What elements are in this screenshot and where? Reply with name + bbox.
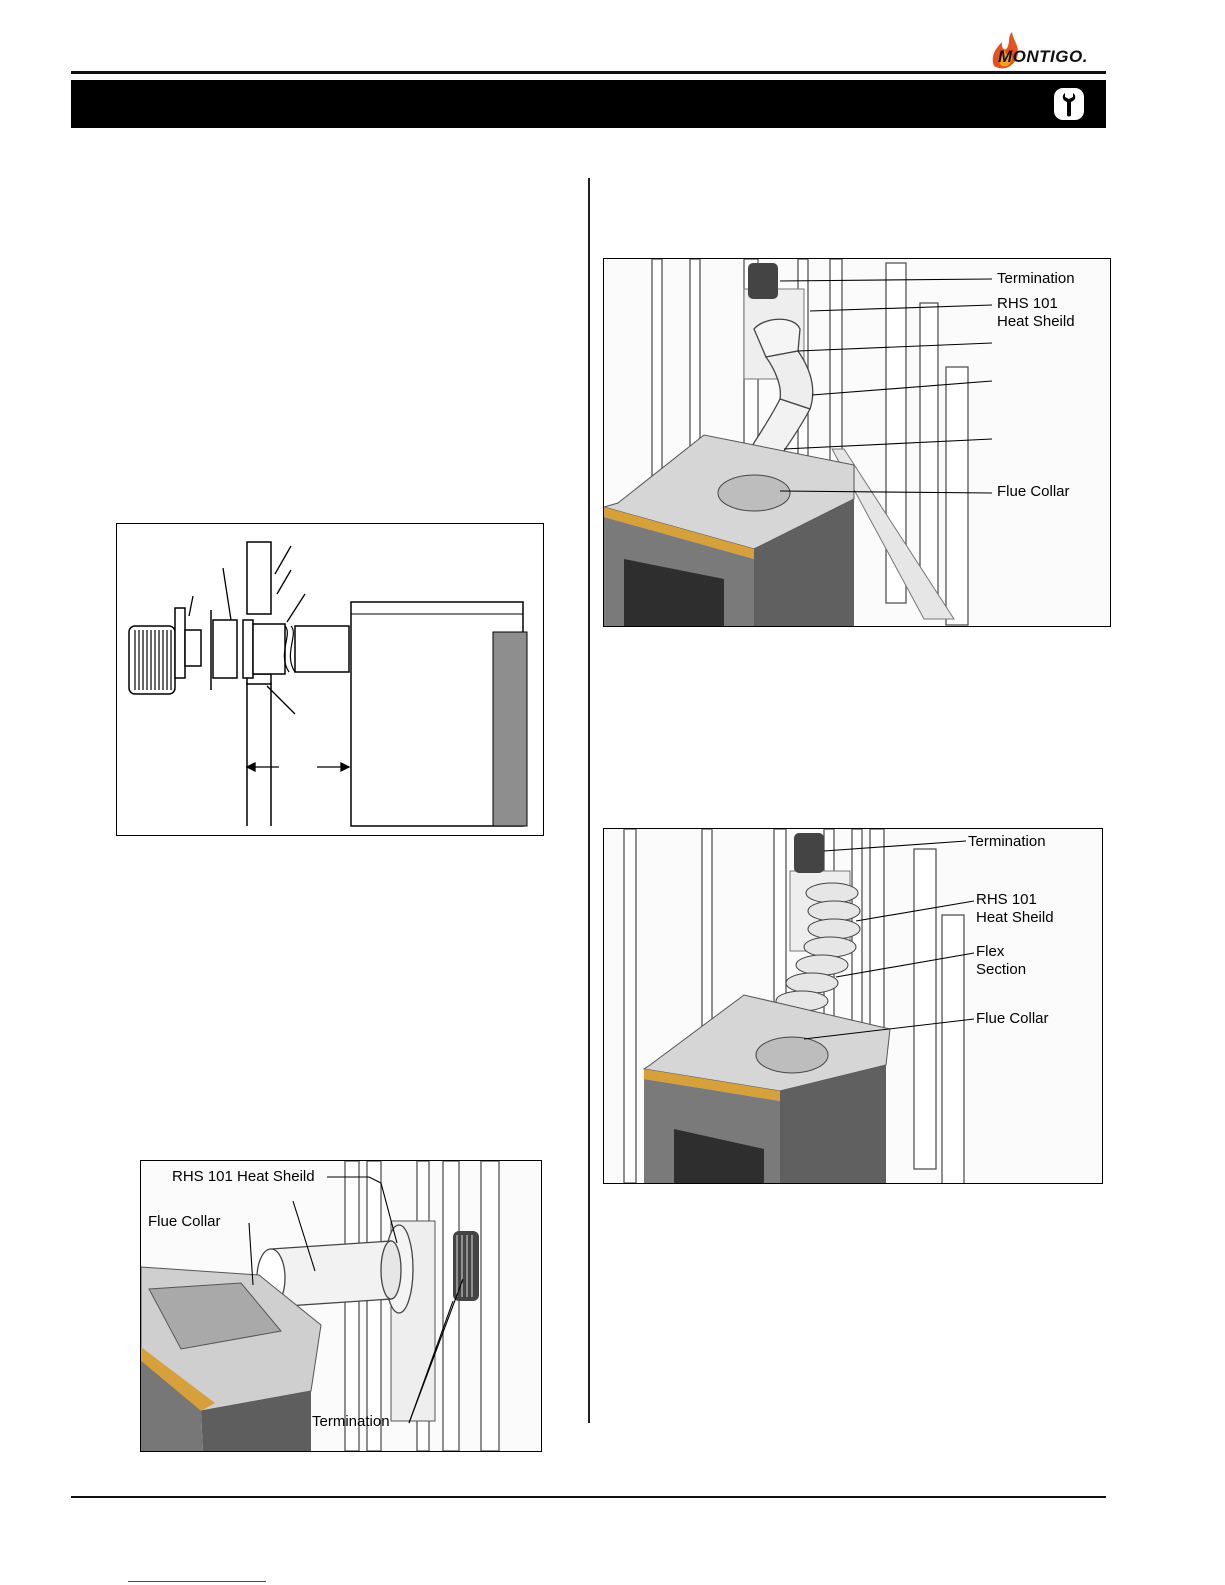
logo-wordmark: MONTIGO. [998, 47, 1088, 66]
column-divider [588, 178, 590, 1423]
flex-label-line2: Section [976, 961, 1027, 978]
wrench-icon [1054, 88, 1084, 120]
flex-label-line1: Flex [976, 943, 1005, 960]
heat-shield-label: RHS 101 Heat Sheild [172, 1168, 315, 1185]
heat-shield-label-line2: Heat Sheild [976, 909, 1054, 926]
heat-shield-label-line1: RHS 101 [997, 295, 1058, 312]
termination-label: Termination [968, 833, 1046, 850]
heat-shield-label-line1: RHS 101 [976, 891, 1037, 908]
heat-shield-label-line2: Heat Sheild [997, 313, 1075, 330]
rigid-pipe-illustration [603, 258, 1111, 627]
horizontal-vent-illustration [140, 1160, 542, 1452]
flue-collar-label: Flue Collar [976, 1010, 1049, 1027]
header-rule [71, 71, 1106, 74]
footer-link-underline[interactable] [128, 1581, 266, 1582]
montigo-logo [988, 30, 1106, 70]
section-banner [71, 80, 1106, 128]
termination-label: Termination [312, 1413, 390, 1430]
flex-section-illustration [603, 828, 1103, 1184]
flue-collar-label: Flue Collar [148, 1213, 221, 1230]
vent-assembly-diagram [116, 523, 544, 836]
flue-collar-label: Flue Collar [997, 483, 1070, 500]
termination-label: Termination [997, 270, 1075, 287]
footer-rule [71, 1496, 1106, 1498]
